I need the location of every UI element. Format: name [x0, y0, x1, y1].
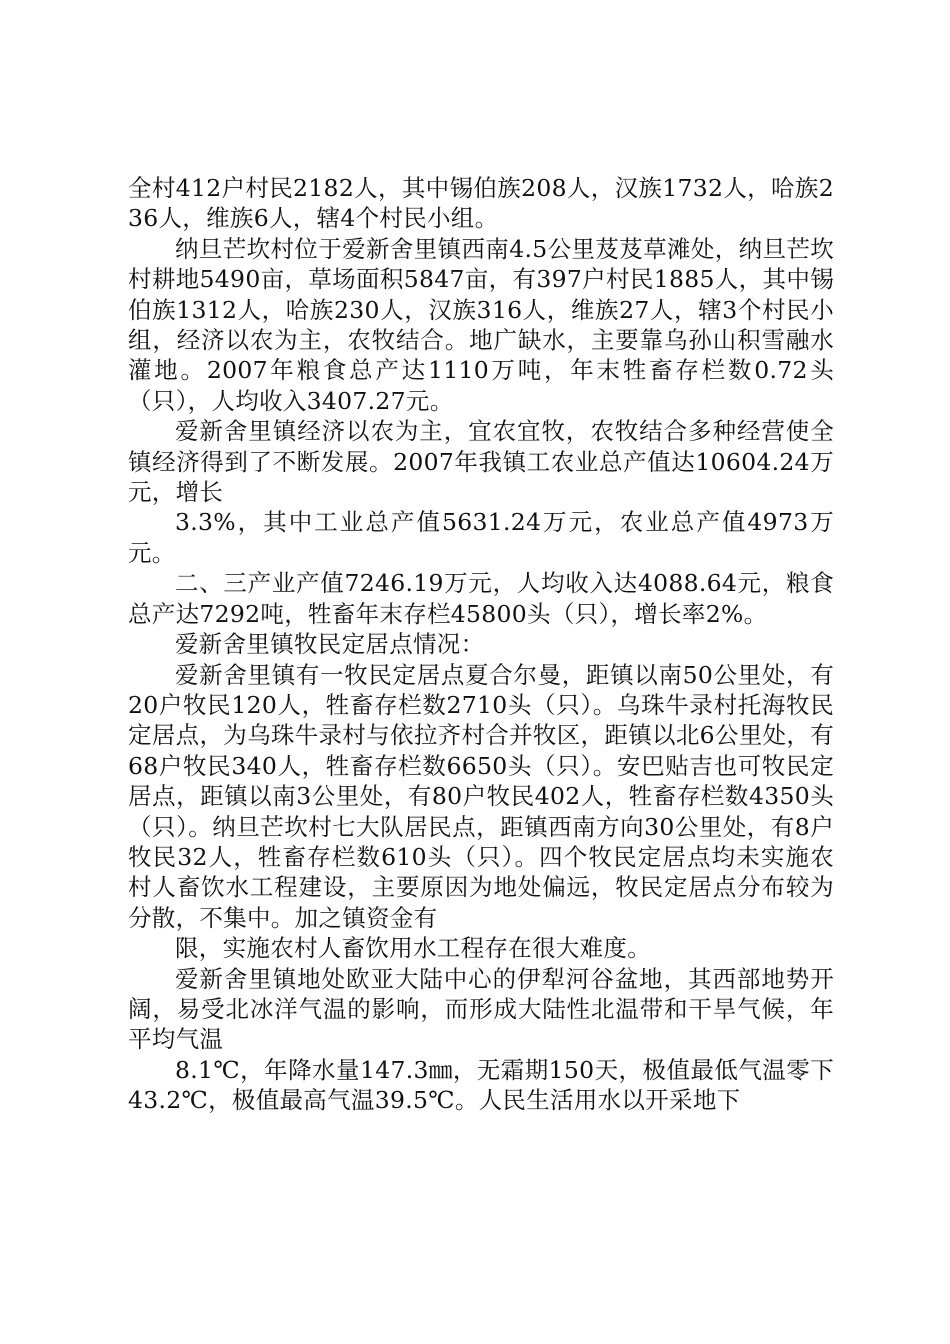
paragraph: 爱新舍里镇地处欧亚大陆中心的伊犁河谷盆地，其西部地势开阔，易受北冰洋气温的影响，而形成大陆性北温带和干旱气候，年平均气温 [128, 964, 834, 1054]
paragraph: 二、三产业产值7246.19万元，人均收入达4088.64元，粮食总产达7292吨，牲畜年末存栏45800头（只），增长率2%。 [128, 569, 834, 628]
paragraph: 爱新舍里镇牧民定居点情况： [175, 630, 485, 659]
document-body [128, 173, 834, 1116]
paragraph: 爱新舍里镇经济以农为主，宜农宜牧，农牧结合多种经营使全镇经济得到了不断发展。2007年我镇工农业总产值达10604.24万元，增长 [128, 417, 834, 507]
paragraph: 全村412户村民2182人，其中锡伯族208人，汉族1732人，哈族236人，维族6人，辖4个村民小组。 [128, 174, 834, 233]
paragraph: 8.1℃，年降水量147.3㎜，无霜期150天，极值最低气温零下43.2℃，极值最高气温39.5℃。人民生活用水以开采地下 [128, 1055, 834, 1115]
paragraph: 限，实施农村人畜饮用水工程存在很大难度。 [175, 934, 651, 963]
paragraph: 纳旦芒坎村位于爱新舍里镇西南4.5公里芨芨草滩处，纳旦芒坎村耕地5490亩，草场面积5847亩，有397户村民1885人，其中锡伯族1312人，哈族230人，汉族316人，维族27人，辖3个村民小组，经济以农为主，农牧结合。地广缺水，主要靠乌孙山积雪融水灌地。2007年粮食总产达1110万吨，年末牲畜存栏数0.72头（只），人均收入3407.27元。 [128, 234, 834, 415]
paragraph: 爱新舍里镇有一牧民定居点夏合尔曼，距镇以南50公里处，有20户牧民120人，牲畜存栏数2710头（只）。乌珠牛录村托海牧民定居点，为乌珠牛录村与依拉齐村合并牧区，距镇以北6公里处，有68户牧民340人，牲畜存栏数6650头（只）。安巴贴吉也可牧民定居点，距镇以南3公里处，有80户牧民402人，牲畜存栏数4350头（只）。纳旦芒坎村七大队居民点，距镇西南方向30公里处，有8户牧民32人，牲畜存栏数610头（只）。四个牧民定居点均未实施农村人畜饮水工程建设，主要原因为地处偏远，牧民定居点分布较为分散，不集中。加之镇资金有 [128, 660, 834, 932]
paragraph: 3.3%，其中工业总产值5631.24万元，农业总产值4973万元。 [128, 508, 834, 567]
